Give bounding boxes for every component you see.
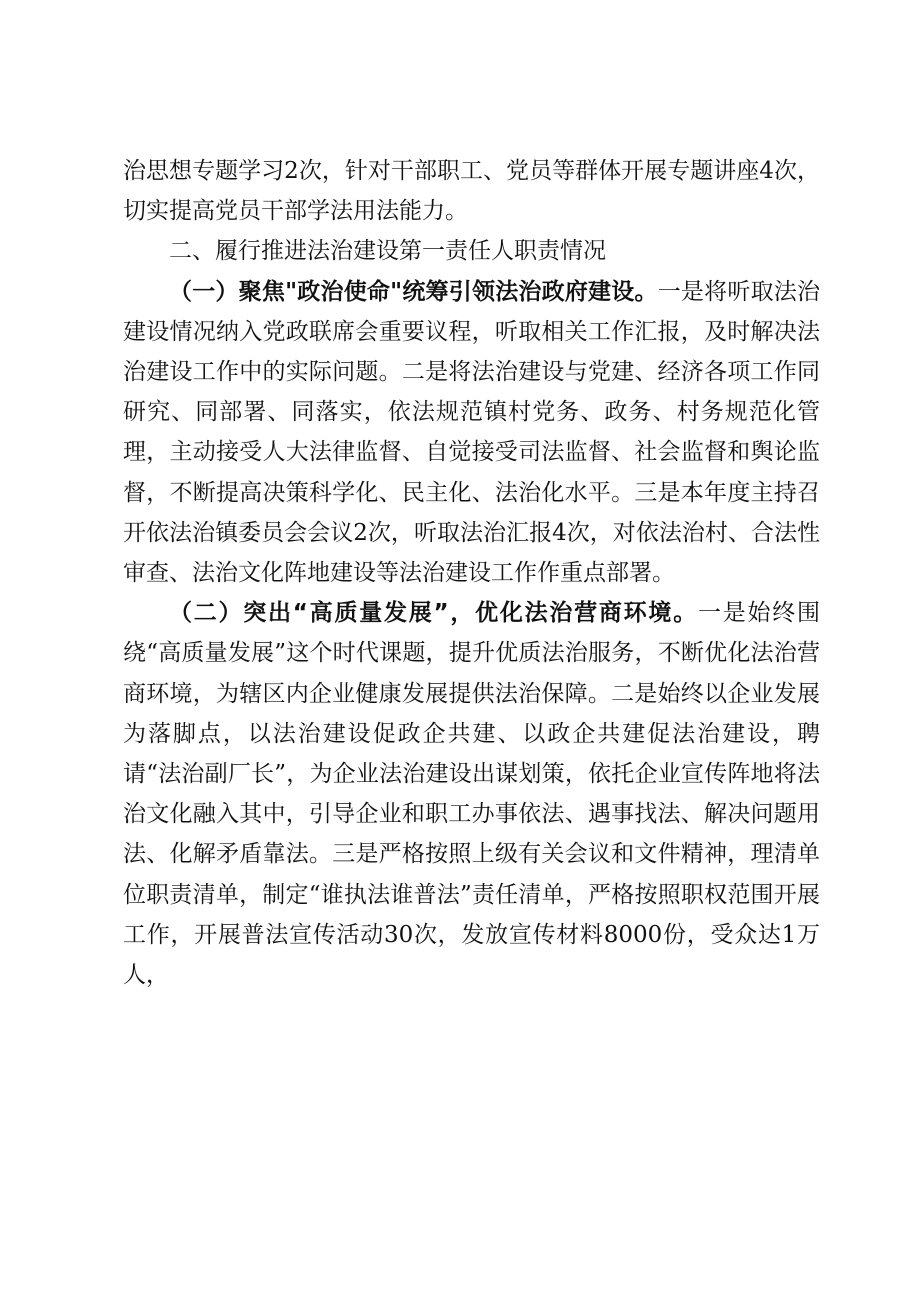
- document-page: [123, 151, 820, 995]
- subsection-body-2: 一是始终围绕“高质量发展”这个时代课题，提升优质法治服务，不断优化法治营商环境，为辖区内企业健康发展提供法治保障。二是始终以企业发展为落脚点，以法治建设促政企共建、以政企共建促法治建设，聘请“法治副厂长”，为企业法治建设出谋划策，依托企业宣传阵地将法治文化融入其中，引导企业和职工办事依法、遇事找法、解决问题用法、化解矛盾靠法。三是严格按照上级有关会议和文件精神，理清单位职责清单，制定“谁执法谁普法”责任清单，严格按照职权范围开展工作，开展普法宣传活动30次，发放宣传材料8000份，受众达1万人，: [123, 600, 821, 989]
- paragraph-continuation: 治思想专题学习2次，针对干部职工、党员等群体开展专题讲座4次，切实提高党员干部学法用法能力。: [123, 158, 820, 225]
- subsection-body-1: 一是将听取法治建设情况纳入党政联席会重要议程，听取相关工作汇报，及时解决法治建设工作中的实际问题。二是将法治建设与党建、经济各项工作同研究、同部署、同落实，依法规范镇村党务、政务、村务规范化管理，主动接受人大法律监督、自觉接受司法监督、社会监督和舆论监督，不断提高决策科学化、民主化、法治化水平。三是本年度主持召开依法治镇委员会会议2次，听取法治汇报4次，对依法治村、合法性审查、法治文化阵地建设等法治建设工作作重点部署。: [123, 278, 821, 587]
- subsection-lead-2: （二）突出“高质量发展”，优化法治营商环境。: [169, 600, 698, 627]
- section-heading: 二、履行推进法治建设第一责任人职责情况: [169, 238, 606, 265]
- subsection-lead-1: （一）聚焦"政治使命"统筹引领法治政府建设。: [169, 278, 658, 305]
- subsection-paragraph-1: [123, 272, 820, 594]
- subsection-paragraph-2: [123, 593, 820, 995]
